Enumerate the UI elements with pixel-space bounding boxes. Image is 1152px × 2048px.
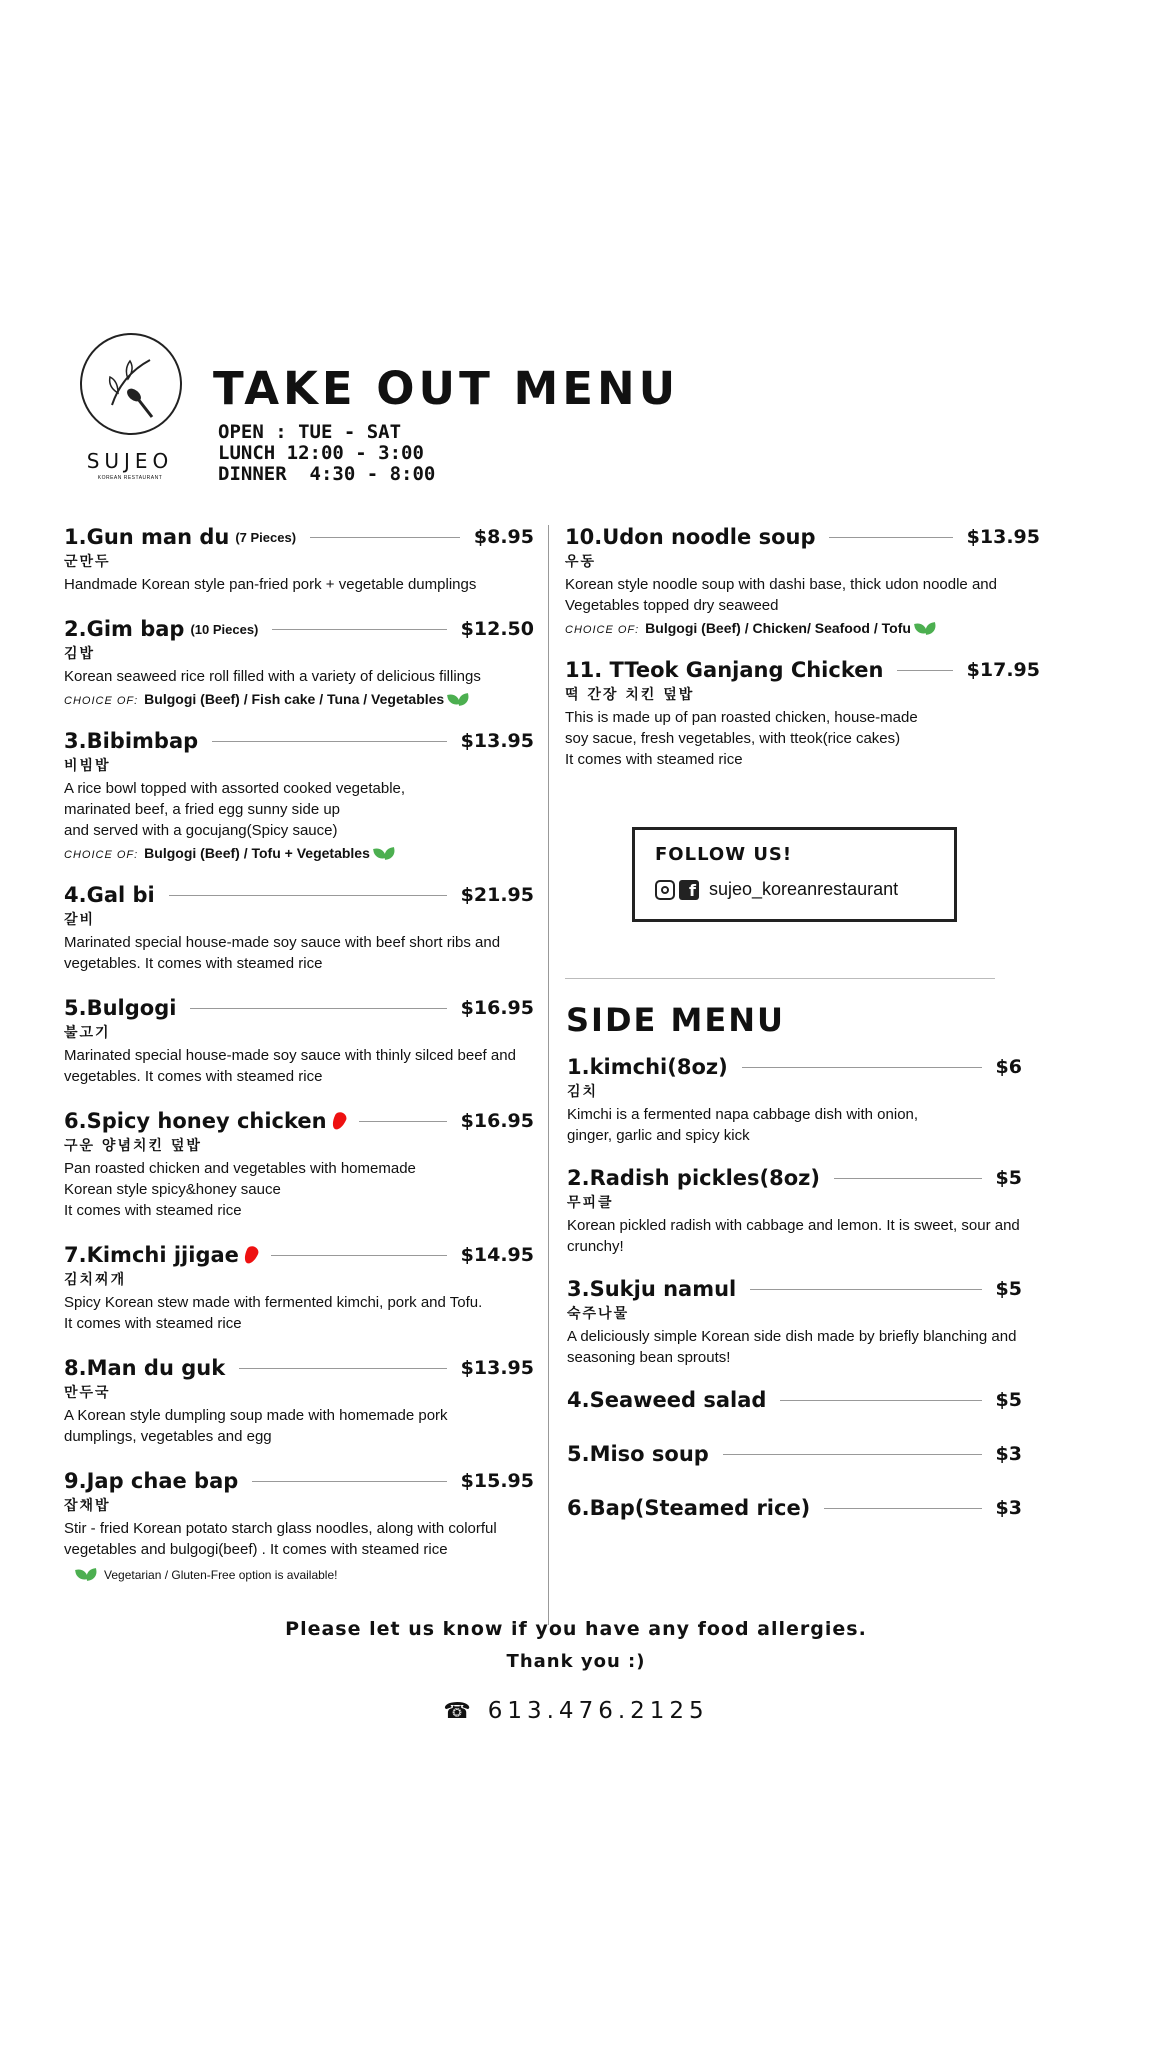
menu-item-korean-name: 불고기 — [64, 1025, 111, 1041]
price-leader-line — [272, 629, 446, 630]
main-menu-left-column — [64, 525, 534, 1582]
menu-item-korean-name: 김밥 — [64, 646, 96, 662]
menu-item — [64, 1243, 534, 1334]
phone-number: 613.476.2125 — [487, 1698, 709, 1724]
thank-you-note: Thank you :) — [506, 1651, 646, 1672]
choice-label: CHOICE OF: — [64, 849, 139, 861]
social-handle: sujeo_koreanrestaurant — [709, 879, 899, 899]
menu-item-name: 1.kimchi(8oz) — [567, 1055, 728, 1079]
menu-item-name: 2.Gim bap — [64, 617, 185, 641]
menu-item — [565, 525, 1040, 636]
menu-item — [64, 996, 534, 1087]
menu-item-name: 7.Kimchi jjigae — [64, 1243, 239, 1267]
price-leader-line — [780, 1400, 981, 1401]
side-menu-item — [567, 1388, 1022, 1412]
side-menu-item — [567, 1055, 1022, 1146]
menu-item-description: A rice bowl topped with assorted cooked vegetable, marinated beef, a fried egg sunny side up and served with a gocujang(Spicy sauce) — [64, 780, 406, 839]
menu-item-korean-name: 구운 양념치킨 덮밥 — [64, 1138, 202, 1154]
menu-item-header — [565, 525, 1040, 549]
menu-item-name: 9.Jap chae bap — [64, 1469, 239, 1493]
allergy-notice: Please let us know if you have any food allergies. — [285, 1618, 867, 1640]
choice-options: Bulgogi (Beef) / Chicken/ Seafood / Tofu — [645, 620, 911, 636]
menu-item-name: 5.Miso soup — [567, 1442, 709, 1466]
menu-item-korean-name: 잡채밥 — [64, 1498, 111, 1514]
menu-item-price: $14.95 — [460, 1244, 534, 1266]
price-leader-line — [310, 537, 460, 538]
menu-item-price: $16.95 — [460, 997, 534, 1019]
menu-item-header — [567, 1496, 1022, 1520]
hours-days: OPEN : TUE - SAT — [218, 421, 402, 443]
menu-item-price: $21.95 — [460, 884, 534, 906]
section-divider — [565, 978, 995, 979]
menu-item-korean-name: 비빔밥 — [64, 758, 111, 774]
facebook-icon: f — [679, 880, 699, 900]
choice-label: CHOICE OF: — [565, 624, 640, 636]
follow-us-title: FOLLOW US! — [655, 844, 793, 865]
opening-hours — [218, 422, 435, 485]
menu-item-price: $3 — [995, 1497, 1022, 1519]
menu-item-name: 6.Spicy honey chicken — [64, 1109, 327, 1133]
menu-item-choices — [64, 691, 534, 707]
price-leader-line — [212, 741, 447, 742]
menu-item-header — [64, 617, 534, 641]
menu-item-korean-name: 떡 간장 치킨 덮밥 — [565, 687, 695, 703]
main-menu-right-column — [565, 525, 1040, 792]
menu-item — [565, 658, 1040, 770]
menu-item-name: 3.Sukju namul — [567, 1277, 737, 1301]
menu-item — [64, 525, 534, 595]
menu-item-description: A deliciously simple Korean side dish made by briefly blanching and seasoning bean sprouts! — [567, 1328, 1017, 1366]
menu-item-price: $16.95 — [460, 1110, 534, 1132]
menu-item-header — [64, 1109, 534, 1133]
menu-item-price: $6 — [995, 1056, 1022, 1078]
menu-item — [64, 617, 534, 707]
menu-item-choices — [565, 620, 1040, 636]
social-row — [655, 879, 934, 900]
menu-item-name: 4.Gal bi — [64, 883, 155, 907]
price-leader-line — [750, 1289, 981, 1290]
menu-item-price: $3 — [995, 1443, 1022, 1465]
menu-item-price: $15.95 — [460, 1470, 534, 1492]
menu-item-description: Handmade Korean style pan-fried pork + vegetable dumplings — [64, 576, 477, 593]
menu-item-header — [64, 729, 534, 753]
chili-pepper-icon — [242, 1244, 260, 1265]
price-leader-line — [190, 1008, 446, 1009]
side-menu-list — [567, 1055, 1022, 1550]
menu-item-korean-name: 갈비 — [64, 912, 96, 928]
menu-item-name: 2.Radish pickles(8oz) — [567, 1166, 820, 1190]
menu-item-price: $5 — [995, 1167, 1022, 1189]
menu-item-description: Marinated special house-made soy sauce with thinly silced beef and vegetables. It comes with steamed rice — [64, 1047, 516, 1085]
side-menu-title: SIDE MENU — [566, 1001, 785, 1039]
vegetarian-leaf-icon — [374, 848, 396, 860]
menu-item-name: 6.Bap(Steamed rice) — [567, 1496, 811, 1520]
menu-item-name: 3.Bibimbap — [64, 729, 199, 753]
side-menu-item — [567, 1496, 1022, 1520]
menu-item-choices — [64, 845, 534, 861]
menu-item-price: $13.95 — [966, 526, 1040, 548]
menu-item-name: 5.Bulgogi — [64, 996, 177, 1020]
logo-emblem-icon — [80, 333, 182, 435]
menu-item-price: $5 — [995, 1278, 1022, 1300]
price-leader-line — [742, 1067, 982, 1068]
choice-options: Bulgogi (Beef) / Fish cake / Tuna / Vegetables — [144, 691, 445, 707]
menu-item-price: $13.95 — [460, 730, 534, 752]
vegetarian-note-text: Vegetarian / Gluten-Free option is available! — [104, 1568, 338, 1582]
menu-item-name: 8.Man du guk — [64, 1356, 226, 1380]
menu-item-korean-name: 군만두 — [64, 554, 111, 570]
phone-icon: ☎ — [443, 1699, 476, 1724]
menu-item-name: 11. TTeok Ganjang Chicken — [565, 658, 884, 682]
follow-us-box — [632, 827, 957, 922]
menu-item-portion: (7 Pieces) — [235, 529, 297, 545]
column-divider — [548, 525, 549, 1625]
price-leader-line — [834, 1178, 982, 1179]
hours-dinner: DINNER 4:30 - 8:00 — [218, 463, 436, 485]
chili-pepper-icon — [329, 1110, 347, 1131]
phone-line — [0, 1698, 1152, 1724]
menu-item — [64, 1469, 534, 1560]
page-title: TAKE OUT MENU — [213, 362, 680, 415]
price-leader-line — [271, 1255, 447, 1256]
menu-item-header — [567, 1388, 1022, 1412]
logo-brand-name: SUJEO — [86, 449, 174, 473]
menu-item-description: Marinated special house-made soy sauce with beef short ribs and vegetables. It comes with steamed rice — [64, 934, 501, 972]
logo-brand-sub: KOREAN RESTAURANT — [97, 475, 163, 481]
price-leader-line — [252, 1481, 446, 1482]
vegetarian-leaf-icon — [76, 1569, 98, 1581]
menu-item-price: $12.50 — [460, 618, 534, 640]
menu-item-header — [64, 1356, 534, 1380]
menu-item-header — [64, 1469, 534, 1493]
menu-item — [64, 883, 534, 974]
menu-item-price: $8.95 — [473, 526, 534, 548]
menu-item-name: 1.Gun man du — [64, 525, 230, 549]
menu-item-price: $5 — [995, 1389, 1022, 1411]
price-leader-line — [897, 670, 952, 671]
menu-item-description: Stir - fried Korean potato starch glass noodles, along with colorful vegetables and bulgogi(beef) . It comes with steamed rice — [64, 1520, 497, 1558]
choice-options: Bulgogi (Beef) / Tofu + Vegetables — [144, 845, 370, 861]
restaurant-logo — [80, 333, 180, 481]
menu-item-header — [565, 658, 1040, 682]
menu-item-description: Kimchi is a fermented napa cabbage dish with onion, ginger, garlic and spicy kick — [567, 1106, 919, 1144]
menu-item-header — [64, 883, 534, 907]
menu-item-korean-name: 우동 — [565, 554, 597, 570]
menu-item-description: Korean pickled radish with cabbage and lemon. It is sweet, sour and crunchy! — [567, 1217, 1020, 1255]
menu-item-description: Korean style noodle soup with dashi base, thick udon noodle and Vegetables topped dry seaweed — [565, 576, 997, 614]
menu-item — [64, 1356, 534, 1447]
price-leader-line — [239, 1368, 447, 1369]
menu-item — [64, 1109, 534, 1221]
vegetarian-note — [64, 1568, 534, 1582]
menu-item-header — [64, 996, 534, 1020]
choice-label: CHOICE OF: — [64, 695, 139, 707]
menu-item-header — [567, 1442, 1022, 1466]
menu-item-name: 10.Udon noodle soup — [565, 525, 816, 549]
vegetarian-leaf-icon — [915, 623, 937, 635]
menu-item-description: Pan roasted chicken and vegetables with homemade Korean style spicy&honey sauce It comes with steamed rice — [64, 1160, 416, 1219]
menu-item-korean-name: 김치 — [567, 1084, 599, 1100]
side-menu-item — [567, 1442, 1022, 1466]
price-leader-line — [723, 1454, 982, 1455]
vegetarian-leaf-icon — [448, 694, 470, 706]
menu-item-description: Spicy Korean stew made with fermented kimchi, pork and Tofu. It comes with steamed rice — [64, 1294, 483, 1332]
price-leader-line — [824, 1508, 981, 1509]
menu-item-header — [64, 1243, 534, 1267]
menu-item-name: 4.Seaweed salad — [567, 1388, 767, 1412]
menu-item-header — [64, 525, 534, 549]
menu-item-price: $13.95 — [460, 1357, 534, 1379]
price-leader-line — [359, 1121, 447, 1122]
menu-item-portion: (10 Pieces) — [190, 621, 259, 637]
menu-item-description: A Korean style dumpling soup made with homemade pork dumplings, vegetables and egg — [64, 1407, 448, 1445]
price-leader-line — [169, 895, 447, 896]
instagram-icon — [655, 880, 675, 900]
menu-item-header — [567, 1055, 1022, 1079]
menu-item-korean-name: 만두국 — [64, 1385, 111, 1401]
side-menu-item — [567, 1277, 1022, 1368]
menu-item-description: This is made up of pan roasted chicken, house-made soy sacue, fresh vegetables, with tteok(rice cakes) It comes with steamed rice — [565, 709, 918, 768]
price-leader-line — [829, 537, 952, 538]
menu-item-header — [567, 1166, 1022, 1190]
hours-lunch: LUNCH 12:00 - 3:00 — [218, 442, 424, 464]
menu-item — [64, 729, 534, 861]
menu-item-header — [567, 1277, 1022, 1301]
menu-item-korean-name: 숙주나물 — [567, 1306, 630, 1322]
menu-item-korean-name: 김치찌개 — [64, 1272, 127, 1288]
menu-item-korean-name: 무피클 — [567, 1195, 614, 1211]
menu-item-price: $17.95 — [966, 659, 1040, 681]
menu-item-description: Korean seaweed rice roll filled with a variety of delicious fillings — [64, 668, 481, 685]
side-menu-item — [567, 1166, 1022, 1257]
